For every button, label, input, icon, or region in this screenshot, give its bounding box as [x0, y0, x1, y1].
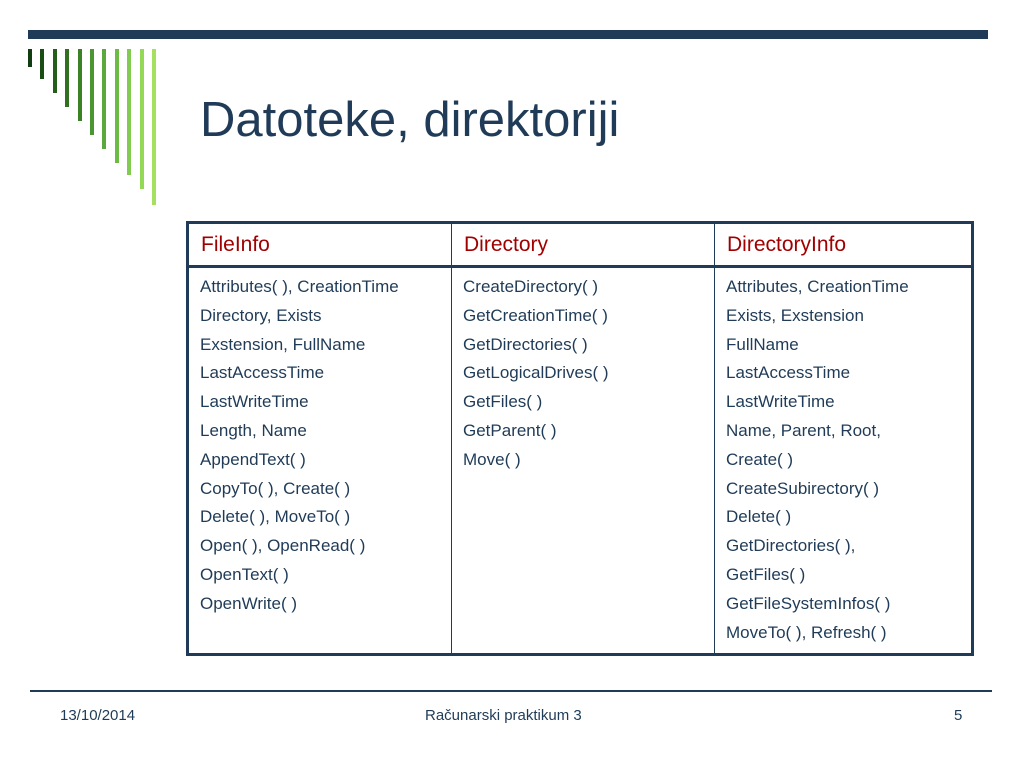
header-fileinfo: FileInfo: [188, 223, 452, 267]
cell-entry: Attributes( ), CreationTime: [200, 277, 399, 296]
page-number: 5: [954, 707, 963, 724]
cell-entry: Attributes, CreationTime: [726, 277, 909, 296]
cell-entry: Name, Parent, Root,: [726, 420, 881, 440]
column-fileinfo: [188, 267, 452, 655]
header-directory: Directory: [452, 223, 715, 267]
cell-entry: MoveTo( ), Refresh( ): [726, 622, 887, 642]
stripe-bar: [127, 49, 131, 175]
cell-entry: CreateSubirectory( ): [726, 478, 880, 498]
column-directoryinfo: [715, 267, 973, 655]
cell-entry: Length, Name: [200, 420, 307, 440]
stripe-bar: [53, 49, 57, 93]
cell-entry: GetParent( ): [463, 420, 557, 440]
cell-entry: Create( ): [726, 449, 794, 469]
info-table: [186, 221, 974, 656]
column-directory: [452, 267, 715, 655]
stripe-bar: [140, 49, 144, 189]
cell-entry: Delete( ), MoveTo( ): [200, 507, 351, 527]
header-directoryinfo: DirectoryInfo: [715, 223, 973, 267]
cell-entry: LastAccessTime: [726, 363, 851, 383]
cell-entry: GetDirectories( ): [463, 334, 588, 354]
decorative-stripes: [28, 49, 168, 209]
cell-entry: LastAccessTime: [200, 363, 325, 383]
cell-entry: OpenText( ): [200, 564, 289, 584]
stripe-bar: [90, 49, 94, 135]
footer-course: Računarski praktikum 3: [425, 707, 582, 724]
stripe-bar: [115, 49, 119, 163]
stripe-bar: [78, 49, 82, 121]
stripe-bar: [102, 49, 106, 149]
cell-entry: Delete( ): [726, 507, 792, 527]
footer-date: 13/10/2014: [60, 707, 136, 724]
cell-entry: LastWriteTime: [726, 392, 835, 412]
table-row: [188, 267, 973, 655]
cell-entry: GetLogicalDrives( ): [463, 363, 609, 383]
stripe-bar: [65, 49, 69, 107]
stripe-bar: [152, 49, 156, 205]
top-rule: [28, 30, 988, 39]
cell-entry: GetFileSystemInfos( ): [726, 593, 891, 613]
cell-entry: Open( ), OpenRead( ): [200, 536, 366, 556]
table-header-row: [188, 223, 973, 267]
slide-title: Datoteke, direktoriji: [200, 93, 620, 147]
cell-entry: GetDirectories( ),: [726, 536, 856, 556]
cell-entry: GetFiles( ): [463, 392, 543, 412]
stripe-bar: [40, 49, 44, 79]
cell-entry: LastWriteTime: [200, 392, 309, 412]
cell-entry: Directory, Exists: [200, 305, 322, 325]
cell-entry: GetCreationTime( ): [463, 305, 608, 325]
cell-entry: Move( ): [463, 449, 521, 469]
cell-entry: CreateDirectory( ): [463, 277, 599, 296]
cell-entry: GetFiles( ): [726, 564, 806, 584]
cell-entry: OpenWrite( ): [200, 593, 297, 613]
cell-entry: FullName: [726, 334, 799, 354]
cell-entry: Exists, Exstension: [726, 305, 864, 325]
cell-entry: CopyTo( ), Create( ): [200, 478, 351, 498]
cell-entry: AppendText( ): [200, 449, 306, 469]
cell-entry: Exstension, FullName: [200, 334, 366, 354]
stripe-bar: [28, 49, 32, 67]
footer-rule: [30, 690, 992, 692]
